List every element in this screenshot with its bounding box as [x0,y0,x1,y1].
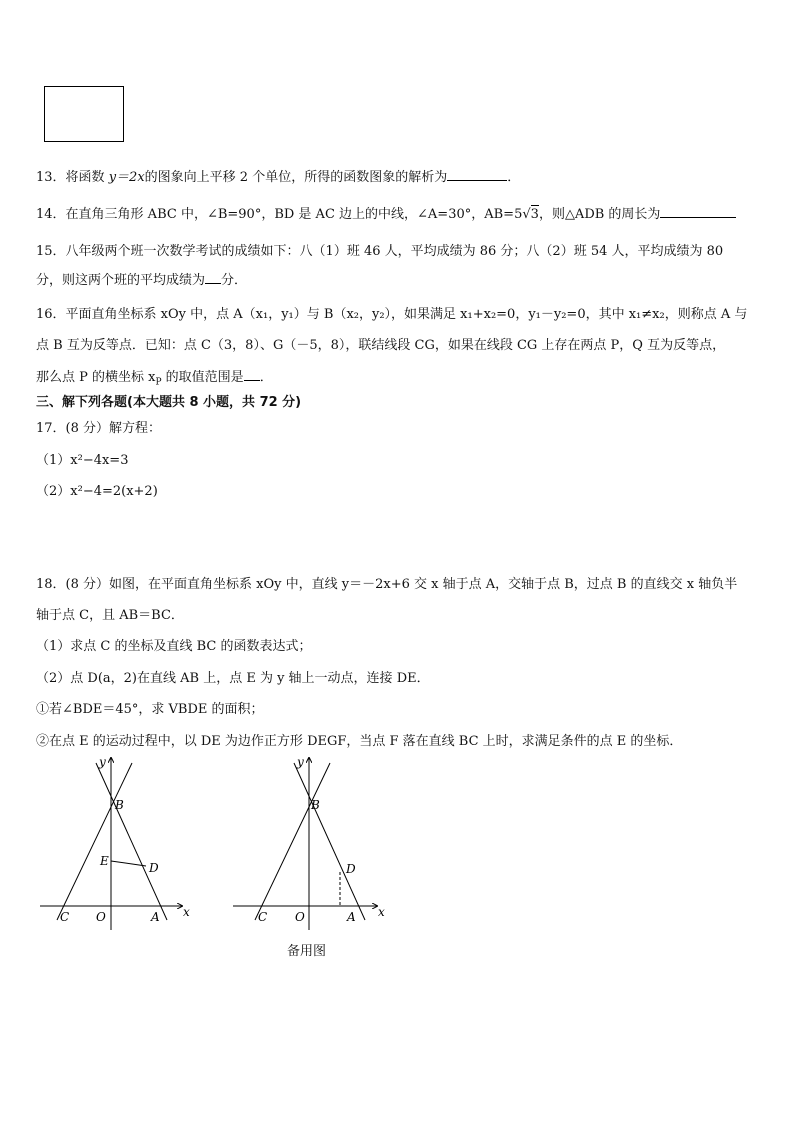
q13-text-b: 的图象向上平移 2 个单位，所得的函数图象的解析为 [144,170,448,185]
q15-line1: 15．八年级两个班一次数学考试的成绩如下：八（1）班 46 人，平均成绩为 86 分；八（2）班 54 人，平均成绩为 80 [36,244,724,259]
question-14 [36,203,736,222]
figure-2-caption: 备用图 [287,944,327,959]
q14-text-a: 在直角三角形 ABC 中，∠B=90°，BD 是 AC 边上的中线，∠A=30°，AB=5 [65,207,523,222]
q14-answer-blank[interactable] [660,205,736,218]
question-13 [36,166,520,185]
q16-line3: 那么点 P 的横坐标 $x_P$ 的取值范围是 ． [36,370,273,388]
line-bc [255,763,330,920]
q18-line2: 轴于点 C，且 AB＝BC． [36,608,184,623]
q17-part2: （2）x²−4=2(x+2) [36,484,158,499]
label-x: x [378,905,385,919]
figure-2 [225,755,400,930]
label-d: D [149,861,159,875]
label-y: y [297,755,304,769]
figure-1 [30,755,205,930]
q16-line2: 点 B 互为反等点．已知：点 C（3，8）、G（－5，8），联结线段 CG，如果在线段 CG 上存在两点 P，Q 互为反等点， [36,338,726,353]
q13-answer-blank[interactable] [447,168,507,181]
q17-title: 17．(8 分）解方程： [36,421,162,436]
label-o: O [295,910,305,924]
q16-answer-blank[interactable] [244,368,260,381]
q17-part1: （1）x²−4x=3 [36,453,129,468]
label-x: x [183,905,190,919]
section-3-heading: 三、解下列各题(本大题共 8 小题，共 72 分) [36,395,302,410]
line-bc [57,763,132,920]
line-ab [294,763,365,920]
answer-box [44,86,124,142]
q13-end: ． [507,170,521,185]
q13-text-a: 将函数 [65,170,105,185]
line-ab [96,763,167,920]
label-c: C [60,910,70,924]
label-c: C [258,910,268,924]
q18-line1: 18．(8 分）如图，在平面直角坐标系 xOy 中，直线 y＝－2x+6 交 x 轴于点 A，交轴于点 B，过点 B 的直线交 x 轴负半 [36,577,738,592]
q16-line1: 16．平面直角坐标系 xOy 中，点 A（x₁，y₁）与 B（x₂，y₂），如果满足 x₁+x₂=0，y₁－y₂=0，其中 x₁≠x₂，则称点 A 与 [36,307,748,322]
sqrt-symbol: √ [522,207,531,222]
q14-text-b: ，则△ADB 的周长为 [538,207,661,222]
q15-line2: 分，则这两个班的平均成绩为 分． [36,273,248,288]
label-o: O [96,910,106,924]
q18-part2: （2）点 D(a，2)在直线 AB 上，点 E 为 y 轴上一动点，连接 DE． [36,671,430,686]
label-a: A [347,910,356,924]
label-b: B [115,798,124,812]
q18-sub1: ①若∠BDE＝45°，求 VBDE 的面积； [36,702,264,717]
q14-number: 14． [36,207,66,222]
sqrt-radicand: 3 [530,207,539,222]
q13-number: 13． [36,170,66,185]
label-d: D [346,862,356,876]
label-a: A [151,910,160,924]
q18-part1: （1）求点 C 的坐标及直线 BC 的函数表达式； [36,639,312,654]
label-b: B [311,798,320,812]
q13-function: y＝2x [108,170,145,185]
q15-answer-blank[interactable] [205,271,221,284]
label-y: y [99,755,106,769]
q18-sub2: ②在点 E 的运动过程中，以 DE 为边作正方形 DEGF，当点 F 落在直线 BC 上时，求满足条件的点 E 的坐标． [36,734,683,749]
label-e: E [100,854,109,868]
